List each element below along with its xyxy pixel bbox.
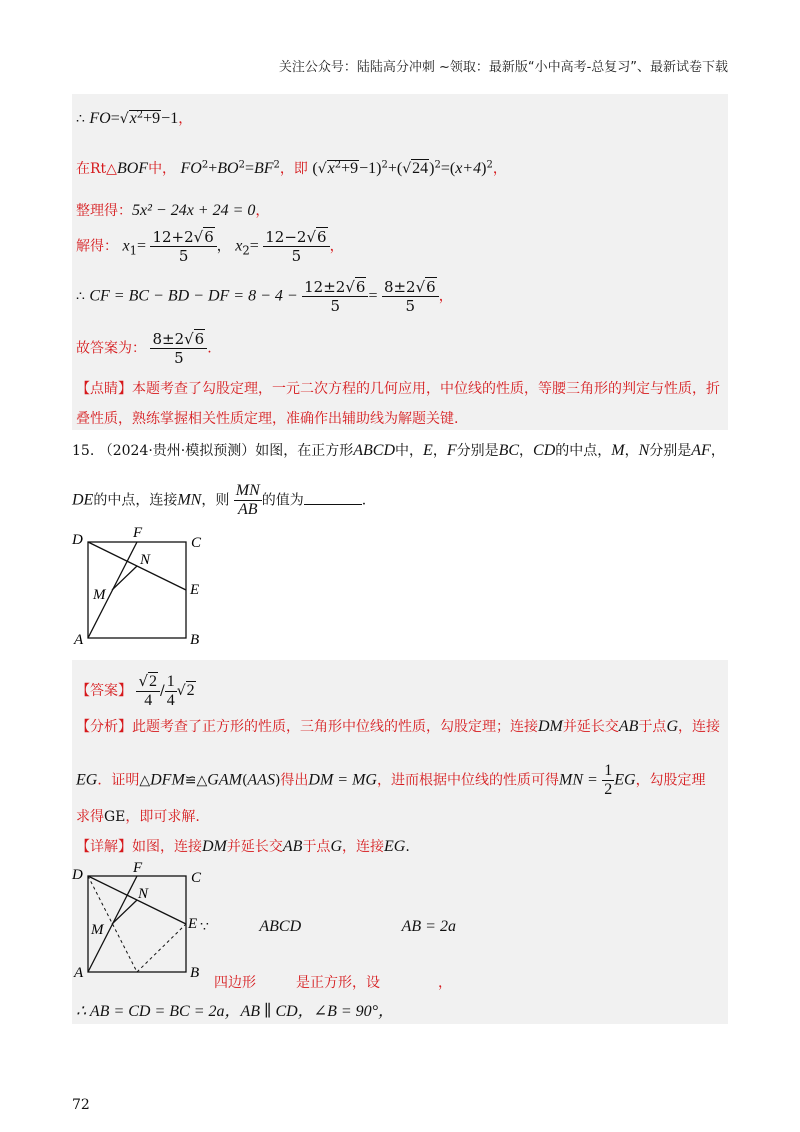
label-d-2: D bbox=[72, 867, 83, 883]
label-n-2: N bbox=[138, 886, 149, 902]
detail-line-1: 【详解】如图，连接DM并延长交AB于点G，连接EG. bbox=[76, 838, 410, 855]
fo-line: ∴ $FO=√x^2+9-1$， bbox=[76, 109, 193, 127]
segment-mn-2 bbox=[112, 900, 137, 924]
label-e: E bbox=[190, 582, 200, 598]
answer15-line: 【答案】 $\frac{√2}{4}$ / $\frac{1}{4}$ √2 bbox=[76, 672, 195, 709]
page-header: 关注公众号：陆陆高分冲刺 ~领取：最新版“小中高考-总复习”、最新试卷下载 bbox=[278, 60, 728, 75]
problem15-line-2: DE的中点，连接MN，则 $\frac{MN}{AB}$ 的值为 . bbox=[72, 482, 367, 518]
problem15-line-1: 15. （2024·贵州·模拟预测）如图，在正方形ABCD中，E，F分别是BC，CD的中点，M，N分别是AF， bbox=[72, 442, 725, 459]
label-m: M bbox=[93, 587, 106, 603]
roots-line: 解得： $x_1=$ $\frac{12+2√6}{5}$ ， $x_2=$ $\frac{12-2√6}{5}$ ， bbox=[76, 228, 344, 265]
label-a-2: A bbox=[74, 965, 84, 981]
analysis-line-3: 求得GE，即可求解. bbox=[76, 809, 200, 825]
square-figure-2 bbox=[66, 862, 216, 982]
detail-because-line: ∵ ABCD AB = 2a bbox=[200, 918, 456, 935]
simplify-line: 整理得：5x² − 24x + 24 = 0， bbox=[76, 202, 270, 219]
page-number: 72 bbox=[72, 1097, 90, 1113]
label-b: B bbox=[190, 632, 200, 648]
analysis-line-1: 【分析】此题考查了正方形的性质，三角形中位线的性质，勾股定理；连接DM并延长交AB于点G，连接 bbox=[76, 718, 720, 735]
answer-blank bbox=[304, 504, 362, 505]
pythagoras-line: 在Rt△BOF中， $FO^2+BO^2=BF^2$，即 $(√x^2+9-1)^2+(√24)^2=(x+4)^2$， bbox=[76, 159, 507, 177]
label-d: D bbox=[72, 532, 83, 548]
segment-mn bbox=[112, 566, 137, 590]
dianjing-line-2: 叠性质，熟练掌握相关性质定理，准确作出辅助线为解题关键. bbox=[76, 411, 459, 427]
label-f: F bbox=[133, 525, 143, 541]
detail-setup-line: 四边形 是正方形，设 ， bbox=[214, 975, 452, 991]
label-c-2: C bbox=[191, 870, 202, 886]
label-m-2: M bbox=[91, 922, 104, 938]
detail-last-line: ∴ AB = CD = BC = 2a，AB ∥ CD，∠B = 90°， bbox=[76, 1003, 395, 1020]
label-c: C bbox=[191, 535, 202, 551]
cf-line: ∴ CF = BC − BD − DF = 8 − 4 − $\frac{12\pm 2√6}{5}$ = $\frac{8\pm 2√6}{5}$ ， bbox=[76, 278, 453, 315]
analysis-line-2: EG．证明△DFM≌△GAM(AAS)得出DM = MG，进而根据中位线的性质可得MN = $\frac{1}{2}$ EG，勾股定理 bbox=[76, 762, 706, 798]
label-n: N bbox=[140, 552, 151, 568]
label-a: A bbox=[74, 632, 84, 648]
answer14-line: 故答案为： $\frac{8\pm 2√6}{5}$ . bbox=[76, 330, 212, 367]
dianjing-line-1: 【点睛】本题考查了勾股定理，一元二次方程的几何应用，中位线的性质，等腰三角形的判定与性质，折 bbox=[76, 381, 720, 397]
segment-ge bbox=[137, 924, 186, 972]
label-b-2: B bbox=[190, 965, 200, 981]
label-e-2: E bbox=[188, 916, 198, 932]
label-f-2: F bbox=[133, 862, 143, 876]
square-figure bbox=[66, 520, 216, 650]
